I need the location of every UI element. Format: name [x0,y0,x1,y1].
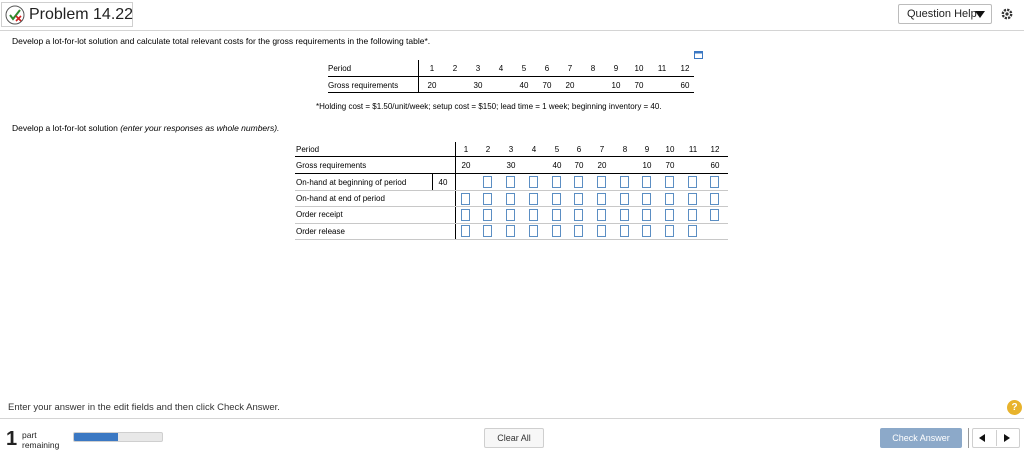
onhand-begin-label: On-hand at beginning of period [296,178,407,187]
order-release-input[interactable] [597,225,606,237]
given-table-divider [418,60,419,92]
parts-remaining-count: 1 [6,428,18,450]
onhand-begin-input[interactable] [710,176,719,188]
onhand-end-input[interactable] [461,193,470,205]
solution-gross-cell: 20 [461,161,471,170]
onhand-begin-input[interactable] [642,176,651,188]
problem-instructions: Develop a lot-for-lot solution and calculate total relevant costs for the gross requirements in the following table*. [12,36,431,46]
page-title: Problem 14.22 [29,6,134,23]
progress-fill [74,433,118,441]
solution-gross-cell: 30 [506,161,516,170]
onhand-end-input[interactable] [552,193,561,205]
solution-period-cell: 5 [554,145,560,154]
check-answer-button[interactable]: Check Answer [880,428,962,448]
clear-all-button[interactable]: Clear All [484,428,544,448]
order-release-input[interactable] [574,225,583,237]
order-release-input[interactable] [688,225,697,237]
beginning-inventory-value: 40 [438,178,448,187]
header-bar [0,0,1024,31]
help-icon[interactable]: ? [1007,400,1022,415]
onhand-end-input[interactable] [710,193,719,205]
header-rule [295,156,728,157]
row-rule [295,206,728,207]
onhand-end-input[interactable] [642,193,651,205]
parts-line-1: part [22,430,37,440]
solution-period-cell: 10 [665,145,675,154]
given-gross-cell: 10 [611,81,621,90]
dropdown-arrow-icon [975,11,985,18]
given-period-cell: 1 [429,64,435,73]
given-gross-cell: 70 [634,81,644,90]
order-release-input[interactable] [483,225,492,237]
onhand-begin-input[interactable] [597,176,606,188]
solution-period-cell: 12 [710,145,720,154]
solution-gross-cell: 10 [642,161,652,170]
order-release-input[interactable] [529,225,538,237]
given-period-cell: 4 [498,64,504,73]
gear-icon[interactable] [1000,7,1014,21]
onhand-end-input[interactable] [506,193,515,205]
onhand-end-input[interactable] [665,193,674,205]
solution-period-cell: 2 [485,145,491,154]
order-release-input[interactable] [506,225,515,237]
row-rule [295,190,728,191]
order-receipt-input[interactable] [688,209,697,221]
given-gross-cell: 20 [565,81,575,90]
row-rule [295,239,728,240]
solution-period-cell: 1 [463,145,469,154]
order-receipt-label: Order receipt [296,210,343,219]
solution-gross-cell: 70 [665,161,675,170]
cost-note: *Holding cost = $1.50/unit/week; setup cost = $150; lead time = 1 week; beginning inventory = 40. [316,102,662,111]
solution-instructions-text: Develop a lot-for-lot solution [12,123,121,133]
question-help-label: Question Help [907,8,977,20]
order-receipt-input[interactable] [642,209,651,221]
onhand-begin-input[interactable] [665,176,674,188]
onhand-end-input[interactable] [597,193,606,205]
given-table-bottom-rule [328,92,694,93]
label-divider [455,142,456,240]
onhand-end-input[interactable] [483,193,492,205]
order-receipt-input[interactable] [574,209,583,221]
solution-gross-cell: 40 [552,161,562,170]
order-receipt-input[interactable] [665,209,674,221]
given-gross-row [328,77,694,93]
given-period-cell: 3 [475,64,481,73]
onhand-begin-input[interactable] [552,176,561,188]
solution-gross-label: Gross requirements [296,161,367,170]
given-gross-cell: 30 [473,81,483,90]
order-receipt-input[interactable] [529,209,538,221]
solution-instructions-emphasis: (enter your responses as whole numbers). [120,123,280,133]
onhand-end-input[interactable] [620,193,629,205]
solution-period-cell: 8 [622,145,628,154]
given-period-cell: 11 [657,64,667,73]
order-release-input[interactable] [642,225,651,237]
given-period-cell: 8 [590,64,596,73]
given-period-cell: 7 [567,64,573,73]
solution-period-cell: 3 [508,145,514,154]
onhand-begin-input[interactable] [574,176,583,188]
order-receipt-input[interactable] [552,209,561,221]
partial-credit-icon [5,5,25,25]
order-receipt-input[interactable] [620,209,629,221]
order-receipt-input[interactable] [597,209,606,221]
solution-period-label: Period [296,145,320,154]
onhand-begin-input[interactable] [688,176,697,188]
order-receipt-input[interactable] [506,209,515,221]
copy-data-icon[interactable] [694,51,703,59]
solution-gross-cell: 70 [574,161,584,170]
order-release-label: Order release [296,227,345,236]
onhand-end-input[interactable] [529,193,538,205]
given-gross-cell: 40 [519,81,529,90]
solution-period-cell: 11 [688,145,698,154]
given-period-cell: 6 [544,64,550,73]
given-period-cell: 5 [521,64,527,73]
beginning-divider [432,173,433,190]
footer-divider [0,418,1024,419]
given-requirements-table [328,60,694,93]
solution-instructions [12,123,279,133]
next-question-icon[interactable] [1004,434,1010,442]
onhand-begin-input[interactable] [620,176,629,188]
order-release-input[interactable] [461,225,470,237]
progress-bar [73,432,163,442]
onhand-begin-input[interactable] [529,176,538,188]
order-receipt-input[interactable] [461,209,470,221]
given-gross-cell: 20 [427,81,437,90]
order-release-input[interactable] [665,225,674,237]
solution-period-cell: 6 [576,145,582,154]
given-gross-cell: 70 [542,81,552,90]
solution-gross-cell: 60 [710,161,720,170]
gross-rule [295,173,728,174]
solution-period-cell: 7 [599,145,605,154]
given-period-label: Period [328,64,352,73]
given-period-row [328,60,694,77]
onhand-begin-input[interactable] [506,176,515,188]
given-period-cell: 10 [634,64,644,73]
given-gross-cell: 60 [680,81,690,90]
order-release-input[interactable] [620,225,629,237]
onhand-end-input[interactable] [688,193,697,205]
solution-period-cell: 4 [531,145,537,154]
footer-instruction: Enter your answer in the edit fields and then click Check Answer. [8,402,280,413]
given-period-cell: 2 [452,64,458,73]
question-help-button[interactable] [898,4,992,24]
given-period-cell: 12 [680,64,690,73]
order-receipt-input[interactable] [483,209,492,221]
order-release-input[interactable] [552,225,561,237]
given-gross-label: Gross requirements [328,81,399,90]
onhand-end-input[interactable] [574,193,583,205]
nav-separator [968,428,969,448]
nav-divider [996,430,997,446]
order-receipt-input[interactable] [710,209,719,221]
row-rule [295,223,728,224]
parts-remaining-text [22,430,59,450]
solution-period-cell: 9 [644,145,650,154]
solution-gross-cell: 20 [597,161,607,170]
parts-line-2: remaining [22,440,60,450]
onhand-begin-input[interactable] [483,176,492,188]
onhand-end-label: On-hand at end of period [296,194,385,203]
previous-question-icon[interactable] [979,434,985,442]
given-period-cell: 9 [613,64,619,73]
